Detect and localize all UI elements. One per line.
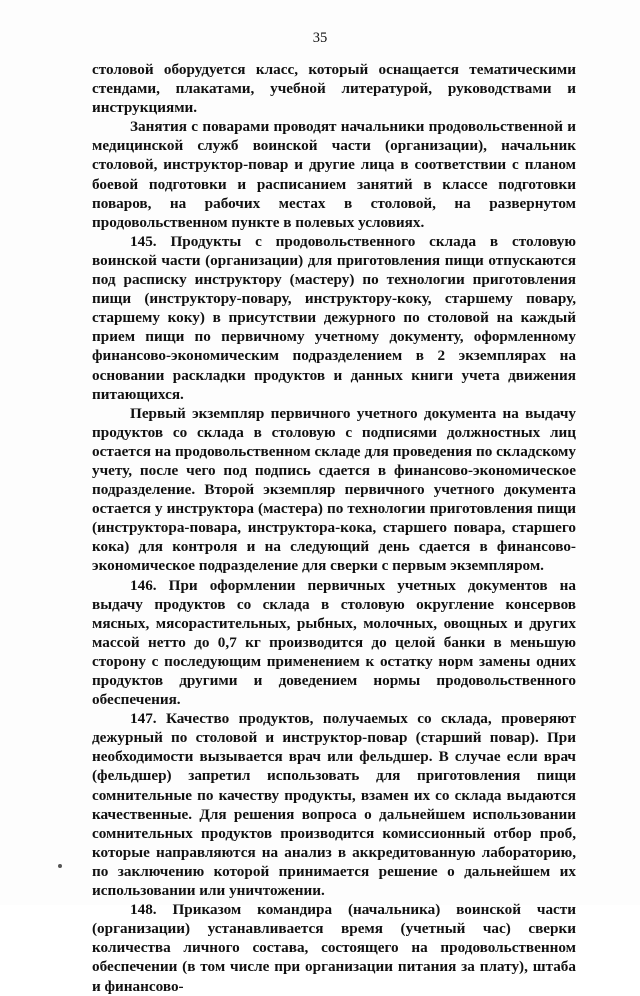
page-number: 35 (312, 30, 328, 46)
paragraph: Занятия с поварами проводят начальники продовольственной и медицинской служб воинской части (организации), начальник столовой, инструктор-повар и другие лица в соответствии с планом боевой подготовки и расписанием занятий в классе подготовки поваров, на рабочих местах в столовой, на развернутом продовольственном пункте в полевых условиях. (92, 118, 576, 231)
paragraph-145: 145. Продукты с продовольственного склада в столовую воинской части (организации) для приготовления пищи отпускаются под расписку инструктору (мастеру) по технологии приготовления пищи (инструктору-повару, инструктору-коку, старшему повару, старшему коку) в присутствии дежурного по столовой на каждый прием пищи по первичному учетному документу, оформленному финансово-экономическим подразделением в 2 экземплярах на основании раскладки продуктов и данных книги учета движения питающихся. (92, 232, 576, 403)
paragraph-147: 147. Качество продуктов, получаемых со склада, проверяют дежурный по столовой и инструктор-повар (старший повар). При необходимости вызывается врач или фельдшер. В случае если врач (фельдшер) запретил использовать для приготовления пищи сомнительные по качеству продукты, взамен их со склада выдаются качественные. Для решения вопроса о дальнейшем использовании сомнительных продуктов производится комиссионный отбор проб, которые направляются на анализ в аккредитованную лабораторию, по заключению которой принимается решение о дальнейшем их использовании или уничтожении. (92, 710, 576, 900)
paragraph-148: 148. Приказом командира (начальника) воинской части (организации) устанавливается время (учетный час) сверки количества личного состава, состоящего на продовольственном обеспечении (в том числе при организации питания за плату), штаба и финансово- (92, 901, 576, 995)
paragraph-146: 146. При оформлении первичных учетных документов на выдачу продуктов со склада в столовую округление консервов мясных, мясорастительных, рыбных, молочных, овощных и других массой нетто до 0,7 кг производится до целой банки в меньшую сторону с последующим применением к остатку норм замены одних продуктов другими и доведением нормы продовольственного обеспечения. (92, 576, 576, 709)
paragraph: столовой оборудуется класс, который оснащается тематическими стендами, плакатами, учебной литературой, руководствами и инструкциями. (92, 61, 576, 117)
document-body (92, 60, 576, 996)
paragraph: Первый экземпляр первичного учетного документа на выдачу продуктов со склада в столовую с подписями должностных лиц остается на продовольственном складе для проведения по складскому учету, после чего под подпись сдается в финансово-экономическое подразделение. Второй экземпляр первичного учетного документа остается у инструктора (мастера) по технологии приготовления пищи (инструктора-повара, инструктора-кока, старшего повара, старшего кока) для контроля и на следующий день сдается в финансово-экономическое подразделение для сверки с первым экземпляром. (92, 404, 576, 575)
scan-speck (58, 864, 62, 868)
